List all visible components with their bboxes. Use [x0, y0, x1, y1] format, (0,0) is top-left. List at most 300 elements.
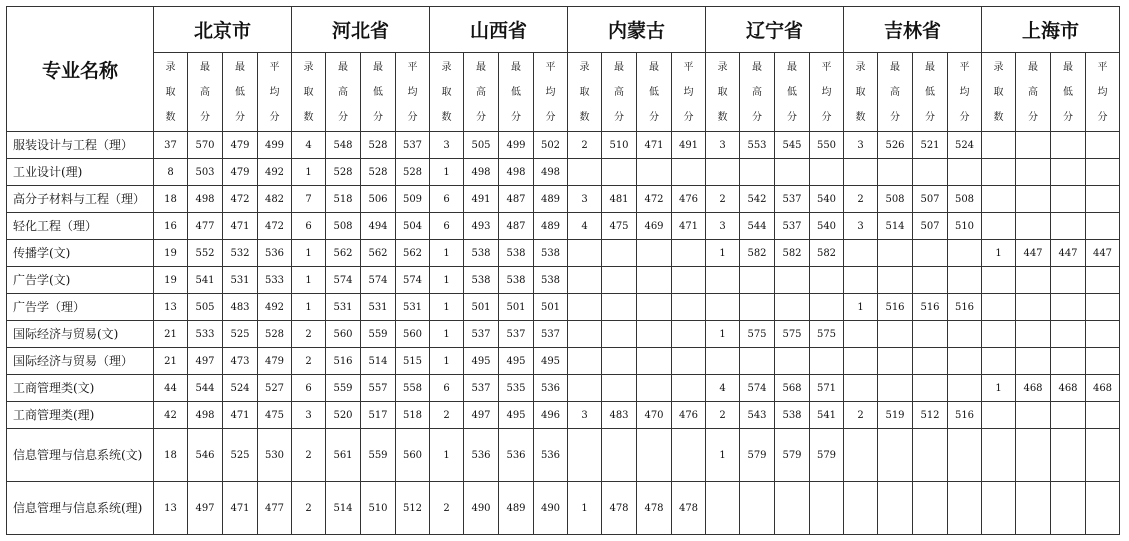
- score-cell: [982, 213, 1016, 240]
- subcolumn-char: 均: [683, 86, 694, 98]
- score-cell: 526: [878, 132, 913, 159]
- score-cell: [878, 348, 913, 375]
- subcolumn-char: 分: [1028, 111, 1038, 123]
- score-cell: 2: [706, 186, 740, 213]
- score-cell: [844, 482, 878, 535]
- subcolumn-char: 分: [200, 111, 210, 123]
- score-cell: 518: [396, 402, 430, 429]
- score-cell: 483: [223, 294, 258, 321]
- score-cell: 562: [361, 240, 396, 267]
- subcolumn-char: 分: [373, 111, 383, 123]
- score-cell: 1: [706, 429, 740, 482]
- score-cell: 518: [326, 186, 361, 213]
- score-cell: 553: [740, 132, 775, 159]
- table-row: [7, 375, 1120, 402]
- table-row: [7, 348, 1120, 375]
- score-cell: 1: [430, 321, 464, 348]
- score-cell: 477: [258, 482, 292, 535]
- subcolumn-char: 低: [925, 86, 935, 98]
- score-cell: [844, 348, 878, 375]
- score-cell: [1016, 482, 1051, 535]
- subcolumn-char: 分: [1097, 111, 1108, 123]
- province-header: 北京市: [154, 7, 292, 53]
- score-cell: [844, 429, 878, 482]
- score-cell: [637, 321, 672, 348]
- score-cell: [948, 240, 982, 267]
- score-cell: 1: [292, 294, 326, 321]
- score-cell: 537: [499, 321, 534, 348]
- score-cell: 531: [361, 294, 396, 321]
- score-cell: 21: [154, 321, 188, 348]
- major-name-cell: 信息管理与信息系统(理): [7, 482, 154, 535]
- score-cell: 497: [188, 348, 223, 375]
- table-row: [7, 132, 1120, 159]
- score-cell: 2: [568, 132, 602, 159]
- subcolumn-char: 分: [511, 111, 521, 123]
- subcolumn-char: 分: [649, 111, 659, 123]
- score-cell: 537: [464, 375, 499, 402]
- score-cell: [637, 375, 672, 402]
- score-cell: 514: [878, 213, 913, 240]
- score-cell: 475: [602, 213, 637, 240]
- score-cell: [706, 267, 740, 294]
- subcolumn-char: 最: [752, 61, 762, 73]
- score-cell: 559: [361, 429, 396, 482]
- score-cell: [740, 159, 775, 186]
- score-cell: 7: [292, 186, 326, 213]
- subcolumn-char: 最: [200, 61, 210, 73]
- score-cell: 507: [913, 186, 948, 213]
- score-cell: 525: [223, 429, 258, 482]
- subcolumn-char: 录: [441, 61, 452, 73]
- score-cell: [672, 348, 706, 375]
- major-name-cell: 工业设计(理): [7, 159, 154, 186]
- score-cell: [1051, 186, 1086, 213]
- score-cell: 510: [361, 482, 396, 535]
- table-row: [7, 159, 1120, 186]
- table-row: [7, 402, 1120, 429]
- score-cell: 2: [292, 429, 326, 482]
- score-cell: [1051, 482, 1086, 535]
- score-cell: 1: [430, 159, 464, 186]
- subcolumn-header: [844, 53, 878, 132]
- score-cell: 502: [534, 132, 568, 159]
- score-cell: 3: [844, 213, 878, 240]
- score-cell: [878, 482, 913, 535]
- subcolumn-char: 录: [993, 61, 1004, 73]
- score-cell: [1051, 267, 1086, 294]
- subcolumn-char: 平: [407, 61, 418, 73]
- score-cell: 1: [430, 240, 464, 267]
- score-cell: 42: [154, 402, 188, 429]
- score-cell: 575: [810, 321, 844, 348]
- score-cell: [568, 294, 602, 321]
- score-cell: 489: [534, 186, 568, 213]
- score-cell: [602, 321, 637, 348]
- score-cell: [878, 429, 913, 482]
- score-cell: [672, 267, 706, 294]
- subcolumn-char: 低: [649, 86, 659, 98]
- score-cell: [637, 294, 672, 321]
- score-cell: [568, 159, 602, 186]
- score-cell: 2: [844, 186, 878, 213]
- subcolumn-char: 分: [614, 111, 624, 123]
- score-cell: 472: [258, 213, 292, 240]
- major-name-cell: 国际经济与贸易(文): [7, 321, 154, 348]
- score-cell: 528: [326, 159, 361, 186]
- score-cell: 1: [568, 482, 602, 535]
- score-cell: 538: [499, 240, 534, 267]
- score-cell: [1016, 132, 1051, 159]
- score-cell: [1051, 321, 1086, 348]
- score-cell: [740, 294, 775, 321]
- score-cell: 493: [464, 213, 499, 240]
- score-cell: [1016, 429, 1051, 482]
- table-row: [7, 213, 1120, 240]
- score-cell: 471: [223, 482, 258, 535]
- subcolumn-char: 分: [821, 111, 832, 123]
- score-cell: 582: [810, 240, 844, 267]
- score-cell: [1086, 294, 1120, 321]
- score-cell: 479: [223, 132, 258, 159]
- subcolumn-char: 高: [1028, 86, 1038, 98]
- score-cell: [568, 348, 602, 375]
- score-cell: 544: [740, 213, 775, 240]
- score-cell: 447: [1051, 240, 1086, 267]
- score-cell: 520: [326, 402, 361, 429]
- subcolumn-header: [396, 53, 430, 132]
- score-cell: 501: [534, 294, 568, 321]
- score-cell: 483: [602, 402, 637, 429]
- score-cell: 582: [775, 240, 810, 267]
- score-cell: [706, 482, 740, 535]
- score-cell: 538: [534, 240, 568, 267]
- score-cell: [602, 375, 637, 402]
- score-cell: 561: [326, 429, 361, 482]
- score-cell: 516: [948, 402, 982, 429]
- score-cell: 1: [430, 348, 464, 375]
- score-cell: 516: [913, 294, 948, 321]
- major-name-cell: 工商管理类(理): [7, 402, 154, 429]
- score-cell: [948, 159, 982, 186]
- score-cell: 512: [396, 482, 430, 535]
- score-cell: 517: [361, 402, 396, 429]
- score-cell: [878, 240, 913, 267]
- subcolumn-char: 分: [269, 111, 280, 123]
- score-cell: 537: [534, 321, 568, 348]
- score-cell: 13: [154, 482, 188, 535]
- subcolumn-char: 数: [993, 111, 1004, 123]
- score-cell: 579: [775, 429, 810, 482]
- score-cell: [568, 375, 602, 402]
- subcolumn-header: [1086, 53, 1120, 132]
- score-cell: [844, 321, 878, 348]
- score-cell: [775, 482, 810, 535]
- score-cell: [706, 159, 740, 186]
- score-cell: 1: [292, 240, 326, 267]
- score-cell: 1: [706, 321, 740, 348]
- score-cell: [740, 482, 775, 535]
- score-cell: 537: [775, 213, 810, 240]
- subcolumn-char: 高: [890, 86, 900, 98]
- score-cell: 3: [292, 402, 326, 429]
- province-header: 内蒙古: [568, 7, 706, 53]
- score-cell: [1016, 348, 1051, 375]
- subcolumn-header: [740, 53, 775, 132]
- score-cell: [878, 267, 913, 294]
- score-cell: 543: [740, 402, 775, 429]
- table-row: [7, 321, 1120, 348]
- score-cell: 512: [913, 402, 948, 429]
- score-cell: 510: [602, 132, 637, 159]
- subcolumn-char: 分: [683, 111, 694, 123]
- score-cell: 16: [154, 213, 188, 240]
- score-cell: 538: [464, 240, 499, 267]
- major-name-cell: 高分子材料与工程（理）: [7, 186, 154, 213]
- subcolumn-char: 平: [269, 61, 280, 73]
- subcolumn-char: 最: [890, 61, 900, 73]
- province-header: 上海市: [982, 7, 1120, 53]
- score-cell: [706, 294, 740, 321]
- score-cell: 560: [396, 321, 430, 348]
- score-cell: 532: [223, 240, 258, 267]
- subcolumn-header: [1016, 53, 1051, 132]
- score-cell: 447: [1086, 240, 1120, 267]
- subcolumn-char: 平: [959, 61, 970, 73]
- score-cell: 560: [326, 321, 361, 348]
- score-cell: 498: [499, 159, 534, 186]
- score-cell: [1016, 321, 1051, 348]
- subcolumn-char: 分: [890, 111, 900, 123]
- score-cell: 516: [948, 294, 982, 321]
- score-cell: 6: [430, 186, 464, 213]
- score-cell: [1086, 186, 1120, 213]
- score-cell: [948, 482, 982, 535]
- score-cell: [913, 240, 948, 267]
- score-cell: 471: [672, 213, 706, 240]
- subcolumn-char: 数: [579, 111, 590, 123]
- score-cell: 501: [499, 294, 534, 321]
- score-cell: 487: [499, 186, 534, 213]
- table-row: [7, 482, 1120, 535]
- score-cell: [982, 321, 1016, 348]
- score-cell: [913, 321, 948, 348]
- score-cell: [982, 294, 1016, 321]
- subcolumn-char: 平: [821, 61, 832, 73]
- score-cell: 1: [292, 159, 326, 186]
- subcolumn-char: 取: [855, 86, 866, 98]
- subcolumn-char: 录: [303, 61, 314, 73]
- score-cell: [1051, 132, 1086, 159]
- score-cell: 479: [258, 348, 292, 375]
- score-cell: 447: [1016, 240, 1051, 267]
- subcolumn-header: [913, 53, 948, 132]
- score-cell: 574: [740, 375, 775, 402]
- score-cell: [1051, 348, 1086, 375]
- score-cell: 21: [154, 348, 188, 375]
- score-cell: 1: [292, 267, 326, 294]
- subcolumn-char: 高: [200, 86, 210, 98]
- score-cell: 491: [464, 186, 499, 213]
- score-cell: [568, 240, 602, 267]
- score-cell: 1: [430, 429, 464, 482]
- score-cell: [637, 348, 672, 375]
- score-cell: 541: [810, 402, 844, 429]
- score-cell: [982, 482, 1016, 535]
- subcolumn-char: 最: [787, 61, 797, 73]
- score-cell: 495: [499, 402, 534, 429]
- score-cell: 1: [430, 294, 464, 321]
- subcolumn-header: [568, 53, 602, 132]
- score-cell: [948, 375, 982, 402]
- subcolumn-char: 取: [303, 86, 314, 98]
- score-cell: [1051, 213, 1086, 240]
- score-cell: 579: [740, 429, 775, 482]
- score-cell: [844, 375, 878, 402]
- score-cell: [602, 429, 637, 482]
- score-cell: 482: [258, 186, 292, 213]
- table-row: [7, 240, 1120, 267]
- subcolumn-char: 最: [1028, 61, 1038, 73]
- score-cell: 477: [188, 213, 223, 240]
- subcolumn-char: 分: [787, 111, 797, 123]
- subcolumn-char: 取: [717, 86, 728, 98]
- score-cell: [1016, 294, 1051, 321]
- score-cell: 473: [223, 348, 258, 375]
- score-cell: 505: [188, 294, 223, 321]
- score-cell: [913, 159, 948, 186]
- score-cell: 560: [396, 429, 430, 482]
- score-cell: 514: [326, 482, 361, 535]
- major-name-cell: 信息管理与信息系统(文): [7, 429, 154, 482]
- score-cell: 571: [810, 375, 844, 402]
- score-cell: 558: [396, 375, 430, 402]
- subcolumn-char: 最: [338, 61, 348, 73]
- score-cell: [878, 321, 913, 348]
- score-cell: 559: [326, 375, 361, 402]
- subcolumn-header: [292, 53, 326, 132]
- subcolumn-char: 低: [373, 86, 383, 98]
- subcolumn-char: 最: [511, 61, 521, 73]
- score-cell: 533: [188, 321, 223, 348]
- score-cell: [844, 240, 878, 267]
- score-cell: 533: [258, 267, 292, 294]
- score-cell: 574: [396, 267, 430, 294]
- score-cell: 575: [740, 321, 775, 348]
- score-cell: [602, 294, 637, 321]
- score-cell: [602, 348, 637, 375]
- score-cell: 495: [499, 348, 534, 375]
- major-name-cell: 传播学(文): [7, 240, 154, 267]
- score-cell: 481: [602, 186, 637, 213]
- score-cell: 468: [1016, 375, 1051, 402]
- score-cell: 538: [775, 402, 810, 429]
- score-cell: [913, 348, 948, 375]
- province-header: 吉林省: [844, 7, 982, 53]
- subcolumn-char: 分: [545, 111, 556, 123]
- score-cell: 495: [534, 348, 568, 375]
- score-cell: 501: [464, 294, 499, 321]
- score-cell: [775, 159, 810, 186]
- score-cell: [568, 267, 602, 294]
- score-cell: [1086, 213, 1120, 240]
- score-cell: 6: [430, 213, 464, 240]
- subcolumn-char: 最: [1063, 61, 1073, 73]
- score-cell: 490: [464, 482, 499, 535]
- score-cell: [913, 375, 948, 402]
- score-cell: 497: [464, 402, 499, 429]
- score-cell: 568: [775, 375, 810, 402]
- score-cell: [948, 267, 982, 294]
- score-cell: [672, 375, 706, 402]
- subcolumn-char: 最: [373, 61, 383, 73]
- score-cell: 3: [706, 213, 740, 240]
- score-cell: [672, 240, 706, 267]
- score-cell: 470: [637, 402, 672, 429]
- score-cell: [982, 159, 1016, 186]
- table-row: [7, 294, 1120, 321]
- subcolumn-char: 分: [752, 111, 762, 123]
- table-row: [7, 429, 1120, 482]
- score-cell: 536: [534, 375, 568, 402]
- score-cell: 18: [154, 186, 188, 213]
- subcolumn-char: 分: [407, 111, 418, 123]
- score-cell: [602, 159, 637, 186]
- score-cell: 2: [292, 348, 326, 375]
- score-cell: [1086, 348, 1120, 375]
- score-cell: 574: [326, 267, 361, 294]
- score-cell: [810, 159, 844, 186]
- score-cell: 18: [154, 429, 188, 482]
- subcolumn-header: [1051, 53, 1086, 132]
- subcolumn-char: 平: [683, 61, 694, 73]
- score-cell: 579: [810, 429, 844, 482]
- subcolumn-char: 录: [717, 61, 728, 73]
- score-cell: 552: [188, 240, 223, 267]
- score-cell: [913, 267, 948, 294]
- score-cell: 528: [361, 159, 396, 186]
- score-cell: 13: [154, 294, 188, 321]
- score-cell: 491: [672, 132, 706, 159]
- subcolumn-header: [810, 53, 844, 132]
- score-cell: [775, 348, 810, 375]
- score-cell: [913, 482, 948, 535]
- subcolumn-header: [223, 53, 258, 132]
- major-name-cell: 轻化工程（理）: [7, 213, 154, 240]
- score-cell: [740, 348, 775, 375]
- score-cell: 528: [258, 321, 292, 348]
- score-cell: 516: [878, 294, 913, 321]
- score-cell: 3: [430, 132, 464, 159]
- subcolumn-header: [878, 53, 913, 132]
- score-cell: 1: [982, 240, 1016, 267]
- score-cell: [948, 321, 982, 348]
- score-cell: 537: [396, 132, 430, 159]
- score-cell: 548: [326, 132, 361, 159]
- score-cell: 479: [223, 159, 258, 186]
- subcolumn-char: 分: [1063, 111, 1073, 123]
- score-cell: 521: [913, 132, 948, 159]
- score-cell: 471: [223, 213, 258, 240]
- score-cell: 478: [672, 482, 706, 535]
- score-cell: [1016, 402, 1051, 429]
- score-cell: 3: [568, 402, 602, 429]
- score-cell: 536: [534, 429, 568, 482]
- score-cell: 3: [568, 186, 602, 213]
- score-cell: 478: [637, 482, 672, 535]
- score-cell: 508: [948, 186, 982, 213]
- score-cell: 6: [292, 375, 326, 402]
